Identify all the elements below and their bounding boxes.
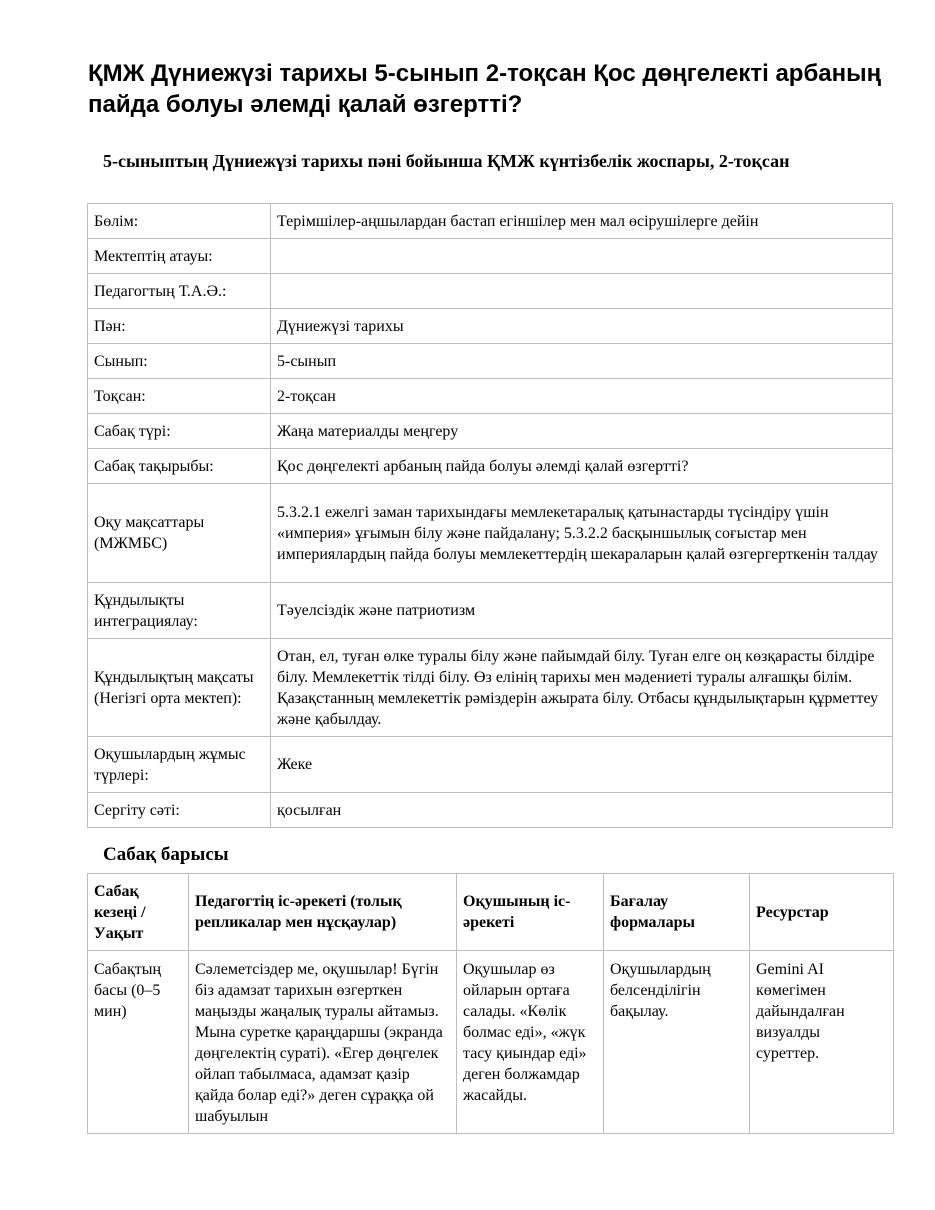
info-key: Құндылықты интеграциялау: [88, 583, 271, 639]
info-key: Сынып: [88, 344, 271, 379]
table-row [88, 274, 893, 309]
table-row [88, 793, 893, 828]
page-title: ҚМЖ Дүниежүзі тарихы 5-сынып 2-тоқсан Қос дөңгелекті арбаның пайда болуы әлемді қалай өзгертті? [88, 60, 882, 118]
info-key: Сергіту сәті: [88, 793, 271, 828]
info-key: Пән: [88, 309, 271, 344]
table-row [88, 449, 893, 484]
lesson-info-table [87, 203, 893, 828]
table-row [88, 737, 893, 793]
info-key: Сабақ тақырыбы: [88, 449, 271, 484]
info-value: Отан, ел, туған өлке туралы білу және пайымдай білу. Туған елге оң көзқарасты білдіре білу. Мемлекеттік тілді білу. Өз елінің тарихы мен мәдениеті туралы алғашқы білім. Қазақстанның мемлекеттік рәміздерін ажырата білу. Отбасы құндылықтарын құрметтеу және қабылдау. [271, 639, 893, 737]
info-key: Бөлім: [88, 204, 271, 239]
column-header: Оқушының іс-әрекеті [457, 874, 604, 951]
table-row [88, 414, 893, 449]
table-cell: Gemini AI көмегімен дайындалған визуалды суреттер. [750, 951, 894, 1134]
info-key: Сабақ түрі: [88, 414, 271, 449]
info-key: Педагогтың Т.А.Ә.: [88, 274, 271, 309]
info-key: Оқу мақсаттары (МЖМБС) [88, 484, 271, 583]
column-header: Сабақ кезеңі / Уақыт [88, 874, 189, 951]
info-value [271, 239, 893, 274]
column-header: Педагогтің іс-әрекеті (толық репликалар мен нұсқаулар) [189, 874, 457, 951]
table-row [88, 639, 893, 737]
table-row [88, 951, 894, 1134]
table-cell: Оқушылар өз ойларын ортаға салады. «Көлік болмас еді», «жүк тасу қиындар еді» деген болжамдар жасайды. [457, 951, 604, 1134]
table-row [88, 239, 893, 274]
table-row [88, 583, 893, 639]
info-key: Мектептің атауы: [88, 239, 271, 274]
info-value: Қос дөңгелекті арбаның пайда болуы әлемді қалай өзгертті? [271, 449, 893, 484]
info-value: 5-сынып [271, 344, 893, 379]
table-header-row [88, 874, 894, 951]
info-key: Құндылықтың мақсаты (Негізгі орта мектеп): [88, 639, 271, 737]
info-value: 5.3.2.1 ежелгі заман тарихындағы мемлекетаралық қатынастарды түсіндіру үшін «империя» ұғымын білу және пайдалану; 5.3.2.2 басқыншылық соғыстар мен империялардың пайда болуы мемлекеттердің шекараларын қалай өзгергерткенін талдау [271, 484, 893, 583]
table-row [88, 484, 893, 583]
lesson-section-title: Сабақ барысы [103, 844, 229, 865]
info-value [271, 274, 893, 309]
info-value: Дүниежүзі тарихы [271, 309, 893, 344]
info-key: Тоқсан: [88, 379, 271, 414]
table-cell: Сабақтың басы (0–5 мин) [88, 951, 189, 1134]
info-key: Оқушылардың жұмыс түрлері: [88, 737, 271, 793]
info-value: 2-тоқсан [271, 379, 893, 414]
info-value: Терімшілер-аңшылардан бастап егіншілер мен мал өсірушілерге дейін [271, 204, 893, 239]
info-value: Жеке [271, 737, 893, 793]
info-value: Тәуелсіздік және патриотизм [271, 583, 893, 639]
table-row [88, 379, 893, 414]
table-row [88, 344, 893, 379]
table-cell: Оқушылардың белсенділігін бақылау. [604, 951, 750, 1134]
lesson-flow-table [87, 873, 894, 1134]
plan-subtitle: 5-сыныптың Дүниежүзі тарихы пәні бойынша ҚМЖ күнтізбелік жоспары, 2-тоқсан [103, 151, 790, 171]
column-header: Ресурстар [750, 874, 894, 951]
table-row [88, 309, 893, 344]
info-value: қосылған [271, 793, 893, 828]
table-row [88, 204, 893, 239]
info-value: Жаңа материалды меңгеру [271, 414, 893, 449]
table-cell: Сәлеметсіздер ме, оқушылар! Бүгін біз адамзат тарихын өзгерткен маңызды жаңалық туралы айтамыз. Мына суретке қараңдаршы (экранда дөңгелектің сураті). «Егер дөңгелек ойлап табылмаса, адамзат қазір қайда болар еді?» деген сұраққа ой шабуылын [189, 951, 457, 1134]
column-header: Бағалау формалары [604, 874, 750, 951]
